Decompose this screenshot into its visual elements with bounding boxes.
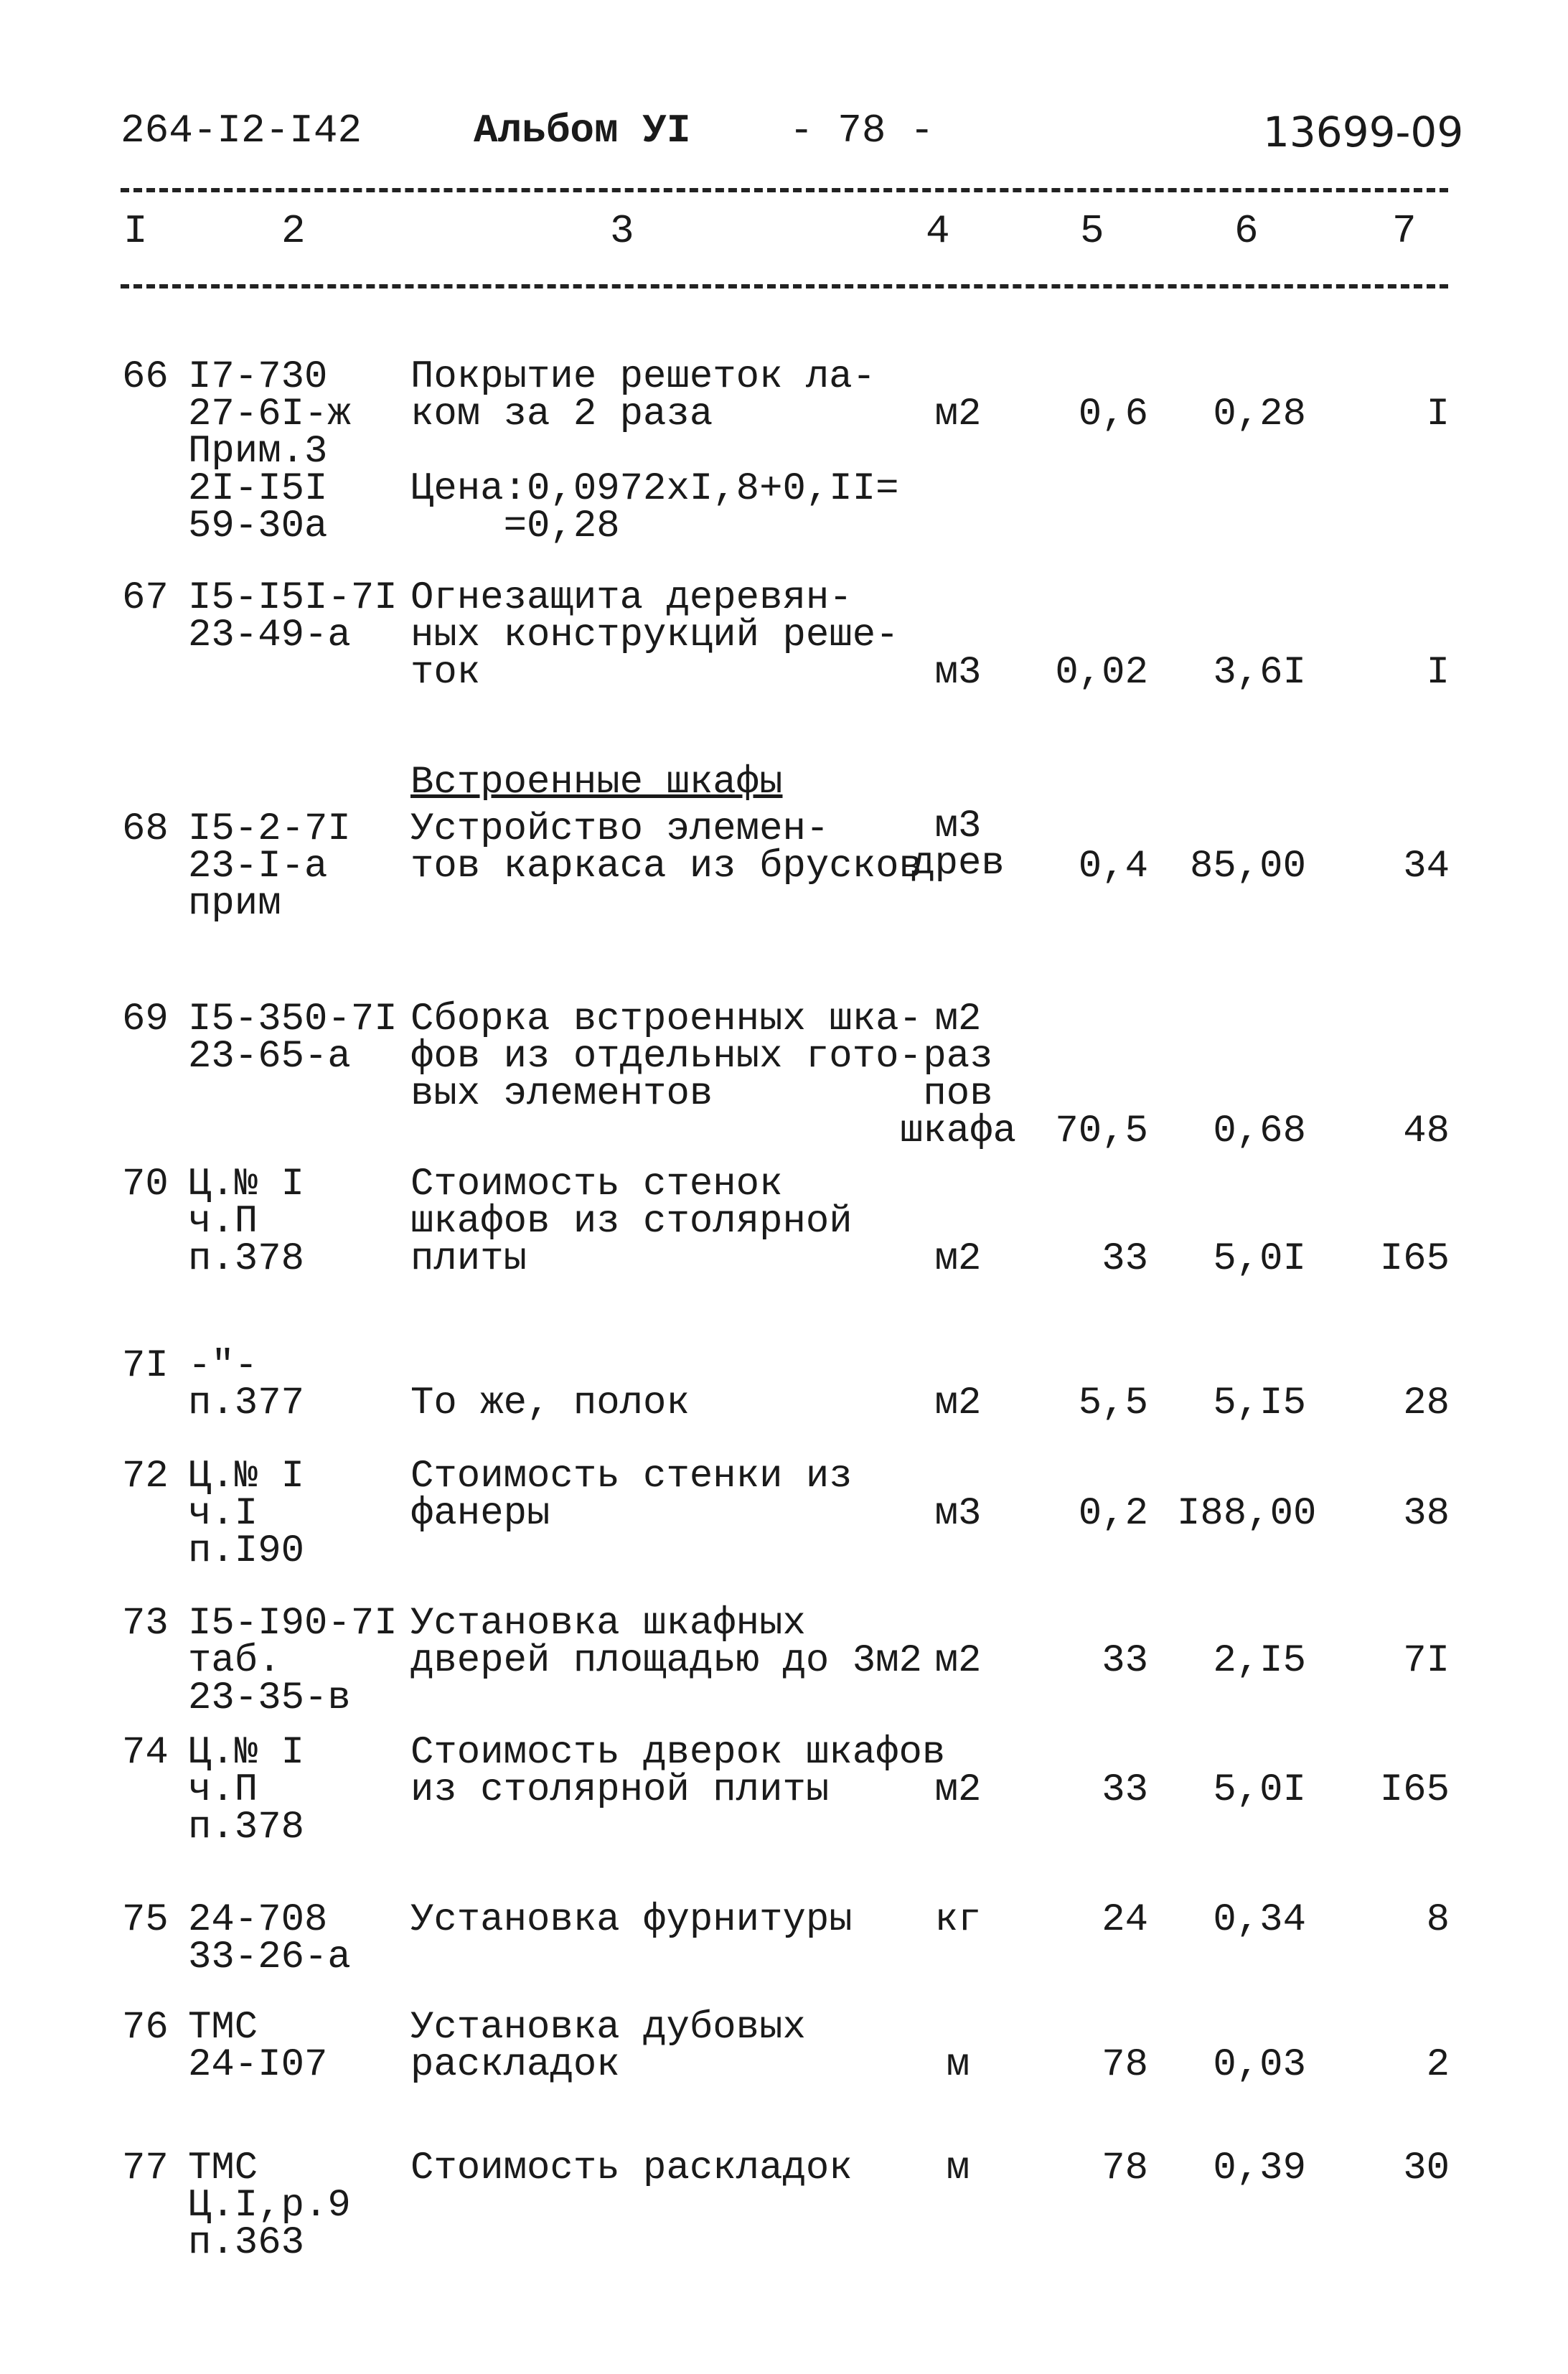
norm-code-line: I5-I90-7I bbox=[188, 1602, 398, 1646]
row-number: 76 bbox=[122, 2006, 169, 2050]
work-description-line: фанеры bbox=[410, 1492, 550, 1536]
total-cost: 2 bbox=[1426, 2043, 1450, 2087]
norm-code-line: 24-I07 bbox=[188, 2043, 328, 2087]
norm-code-line: 27-6I-ж bbox=[188, 393, 351, 436]
quantity: 33 bbox=[1102, 1639, 1148, 1683]
quantity: 0,6 bbox=[1078, 393, 1148, 436]
unit-price: 2,I5 bbox=[1213, 1639, 1306, 1683]
quantity: 33 bbox=[1102, 1768, 1148, 1812]
unit-of-measure bbox=[897, 1605, 1019, 1683]
unit-price: 0,39 bbox=[1213, 2147, 1306, 2190]
quantity: 78 bbox=[1102, 2043, 1148, 2087]
row-number: 74 bbox=[122, 1731, 169, 1775]
norm-code-line: прим bbox=[188, 882, 281, 926]
unit-of-measure-line bbox=[897, 2009, 1019, 2047]
unit-of-measure-line: древ bbox=[911, 842, 1005, 886]
unit-of-measure-line: м2 bbox=[934, 1381, 982, 1425]
norm-code-line: 23-I-а bbox=[188, 845, 328, 888]
work-description-line: дверей площадью до 3м2 bbox=[410, 1639, 922, 1683]
total-cost: 30 bbox=[1403, 2147, 1450, 2190]
quantity: 0,02 bbox=[1055, 651, 1148, 695]
work-description-line: шкафов из столярной bbox=[410, 1200, 853, 1244]
work-description bbox=[410, 2147, 853, 2190]
handwritten-stamp: 13699-09 bbox=[1263, 108, 1464, 156]
norm-code-line: I5-2-7I bbox=[188, 807, 351, 851]
unit-of-measure bbox=[897, 998, 1019, 1153]
norm-code bbox=[188, 998, 398, 1079]
quantity: 24 bbox=[1102, 1898, 1148, 1942]
norm-code bbox=[188, 576, 398, 657]
work-description-line: Устройство элемен- bbox=[410, 807, 830, 851]
col-head-5: 5 bbox=[1080, 208, 1104, 254]
row-number: 69 bbox=[122, 998, 169, 1041]
work-description-line: Стоимость раскладок bbox=[410, 2147, 853, 2190]
work-description bbox=[410, 1731, 946, 1812]
unit-price: 3,6I bbox=[1213, 651, 1306, 695]
total-cost: 7I bbox=[1403, 1639, 1450, 1683]
work-description-line: Установка шкафных bbox=[410, 1602, 806, 1646]
norm-code bbox=[188, 1898, 351, 1979]
work-description-line: Покрытие решеток ла- bbox=[410, 355, 876, 399]
unit-price: 85,00 bbox=[1189, 845, 1306, 888]
unit-of-measure bbox=[897, 1735, 1019, 1812]
quantity: 5,5 bbox=[1078, 1381, 1148, 1425]
quantity: 0,2 bbox=[1078, 1492, 1148, 1536]
work-description-line: тов каркаса из брусков bbox=[410, 845, 922, 888]
norm-code-line: ч.П bbox=[188, 1768, 258, 1812]
unit-of-measure bbox=[897, 1348, 1019, 1425]
norm-code-line: 33-26-а bbox=[188, 1936, 351, 1979]
work-description-line: Стоимость стенки из bbox=[410, 1455, 853, 1498]
header-divider-top bbox=[121, 188, 1448, 192]
norm-code-line: таб. bbox=[188, 1639, 281, 1683]
col-head-1: I bbox=[123, 208, 148, 254]
work-description-line: из столярной плиты bbox=[410, 1768, 830, 1812]
unit-of-measure-line: м2 bbox=[934, 1768, 982, 1812]
norm-code-line: 24-708 bbox=[188, 1898, 328, 1942]
norm-code bbox=[188, 1163, 305, 1281]
unit-of-measure-line: кг bbox=[934, 1898, 982, 1942]
unit-price: 5,I5 bbox=[1213, 1381, 1306, 1425]
total-cost: 8 bbox=[1426, 1898, 1450, 1942]
row-number: 70 bbox=[122, 1163, 169, 1206]
row-number: 67 bbox=[122, 576, 169, 620]
header-divider-bottom bbox=[121, 284, 1448, 288]
work-description-line bbox=[410, 433, 899, 471]
norm-code-line: п.378 bbox=[188, 1806, 305, 1849]
norm-code-line: 23-49-а bbox=[188, 614, 351, 657]
unit-of-measure-line bbox=[897, 359, 1019, 396]
unit-of-measure-line bbox=[897, 1204, 1019, 1241]
work-description-line: Сборка встроенных шка- bbox=[410, 998, 922, 1041]
norm-code-line: 59-30a bbox=[188, 505, 328, 548]
row-number: 66 bbox=[122, 355, 169, 399]
work-description-line: раскладок bbox=[410, 2043, 620, 2087]
norm-code bbox=[188, 807, 351, 926]
unit-of-measure bbox=[897, 2147, 1019, 2190]
col-head-2: 2 bbox=[281, 208, 306, 254]
norm-code-line: п.363 bbox=[188, 2221, 305, 2265]
work-description-line: ных конструкций реше- bbox=[410, 614, 899, 657]
norm-code bbox=[188, 1455, 305, 1573]
unit-of-measure bbox=[897, 1898, 1019, 1942]
album-label: Альбом УI bbox=[474, 108, 691, 154]
unit-of-measure bbox=[897, 1166, 1019, 1281]
norm-code-line: 23-65-а bbox=[188, 1035, 351, 1079]
unit-of-measure-line: м3 bbox=[934, 804, 982, 848]
norm-code bbox=[188, 1344, 305, 1425]
total-cost: I bbox=[1426, 651, 1450, 695]
unit-of-measure-line: м2 bbox=[934, 998, 982, 1041]
unit-of-measure-line bbox=[897, 617, 1019, 655]
norm-code bbox=[188, 1602, 398, 1720]
unit-of-measure-line bbox=[897, 1348, 1019, 1385]
total-cost: I65 bbox=[1379, 1237, 1450, 1281]
work-description-line: Установка фурнитуры bbox=[410, 1898, 853, 1942]
work-description bbox=[410, 1602, 922, 1683]
page-number: - 78 - bbox=[789, 108, 934, 154]
work-description bbox=[410, 1163, 853, 1281]
work-description-line: =0,28 bbox=[410, 505, 620, 548]
unit-of-measure-line bbox=[897, 580, 1019, 617]
col-head-7: 7 bbox=[1392, 208, 1417, 254]
section-title: Встроенные шкафы bbox=[410, 761, 783, 804]
norm-code-line: I5-350-7I bbox=[188, 998, 398, 1041]
unit-price: 0,28 bbox=[1213, 393, 1306, 436]
work-description bbox=[410, 355, 899, 548]
work-description-line: ток bbox=[410, 651, 481, 695]
col-head-3: 3 bbox=[610, 208, 634, 254]
total-cost: I bbox=[1426, 393, 1450, 436]
total-cost: I65 bbox=[1379, 1768, 1450, 1812]
unit-of-measure-line bbox=[897, 1458, 1019, 1496]
work-description-line bbox=[410, 1348, 690, 1385]
unit-of-measure-line: пов bbox=[923, 1072, 993, 1116]
norm-code-line: ТМС bbox=[188, 2006, 258, 2050]
norm-code-line: I5-I5I-7I bbox=[188, 576, 398, 620]
row-number: 77 bbox=[122, 2147, 169, 2190]
norm-code bbox=[188, 2147, 351, 2265]
unit-of-measure-line: м2 bbox=[934, 1639, 982, 1683]
norm-code-line: ТМС bbox=[188, 2147, 258, 2190]
unit-of-measure-line bbox=[897, 1735, 1019, 1772]
row-number: 7I bbox=[122, 1344, 169, 1388]
unit-of-measure-line: м bbox=[946, 2043, 970, 2087]
work-description bbox=[410, 2006, 806, 2087]
unit-price: 0,34 bbox=[1213, 1898, 1306, 1942]
unit-of-measure-line: м3 bbox=[934, 651, 982, 695]
work-description-line: ком за 2 раза bbox=[410, 393, 713, 436]
work-description bbox=[410, 1898, 853, 1942]
work-description-line: То же, полок bbox=[410, 1381, 690, 1425]
unit-of-measure-line: шкафа bbox=[899, 1109, 1017, 1153]
work-description-line: Установка дубовых bbox=[410, 2006, 806, 2050]
norm-code-line: Ц.№ I bbox=[188, 1455, 305, 1498]
norm-code bbox=[188, 2006, 328, 2087]
norm-code-line: п.378 bbox=[188, 1237, 305, 1281]
norm-code-line: ч.П bbox=[188, 1200, 258, 1244]
total-cost: 34 bbox=[1403, 845, 1450, 888]
work-description-line: Стоимость дверок шкафов bbox=[410, 1731, 946, 1775]
unit-price: 0,03 bbox=[1213, 2043, 1306, 2087]
unit-of-measure bbox=[897, 804, 1019, 886]
unit-price: I88,00 bbox=[1177, 1492, 1317, 1536]
unit-of-measure-line: м2 bbox=[934, 1237, 982, 1281]
work-description bbox=[410, 807, 922, 888]
total-cost: 48 bbox=[1403, 1109, 1450, 1153]
work-description-line: Цена:0,0972хI,8+0,II= bbox=[410, 467, 899, 511]
norm-code-line: I7-730 bbox=[188, 355, 328, 399]
norm-code bbox=[188, 1731, 305, 1849]
norm-code-line: Прим.3 bbox=[188, 430, 328, 474]
work-description-line: плиты bbox=[410, 1237, 527, 1281]
unit-of-measure-line: м2 bbox=[934, 393, 982, 436]
unit-price: 0,68 bbox=[1213, 1109, 1306, 1153]
row-number: 73 bbox=[122, 1602, 169, 1646]
norm-code-line: -"- bbox=[188, 1344, 258, 1388]
unit-price: 5,0I bbox=[1213, 1237, 1306, 1281]
work-description-line: фов из отдельных гото- bbox=[410, 1035, 922, 1079]
unit-of-measure-line bbox=[897, 1166, 1019, 1204]
quantity: 0,4 bbox=[1078, 845, 1148, 888]
norm-code-line: Ц.I,р.9 bbox=[188, 2184, 351, 2228]
norm-code-line: Ц.№ I bbox=[188, 1731, 305, 1775]
total-cost: 28 bbox=[1403, 1381, 1450, 1425]
norm-code-line: 23-35-в bbox=[188, 1676, 351, 1720]
total-cost: 38 bbox=[1403, 1492, 1450, 1536]
unit-of-measure-line: м bbox=[946, 2147, 970, 2190]
norm-code-line: п.I90 bbox=[188, 1529, 305, 1573]
unit-of-measure bbox=[897, 359, 1019, 436]
unit-of-measure bbox=[897, 1458, 1019, 1536]
doc-code: 264-I2-I42 bbox=[121, 108, 362, 154]
unit-of-measure bbox=[897, 580, 1019, 695]
work-description-line: вых элементов bbox=[410, 1072, 713, 1116]
norm-code-line: ч.I bbox=[188, 1492, 258, 1536]
unit-of-measure bbox=[897, 2009, 1019, 2087]
row-number: 75 bbox=[122, 1898, 169, 1942]
norm-code-line: 2I-I5I bbox=[188, 467, 328, 511]
work-description bbox=[410, 1348, 690, 1425]
norm-code-line: п.377 bbox=[188, 1381, 305, 1425]
quantity: 70,5 bbox=[1055, 1109, 1148, 1153]
norm-code bbox=[188, 355, 351, 548]
row-number: 72 bbox=[122, 1455, 169, 1498]
work-description bbox=[410, 576, 899, 695]
work-description-line: Огнезащита деревян- bbox=[410, 576, 853, 620]
norm-code-line: Ц.№ I bbox=[188, 1163, 305, 1206]
work-description-line: Стоимость стенок bbox=[410, 1163, 783, 1206]
work-description bbox=[410, 1455, 853, 1536]
quantity: 33 bbox=[1102, 1237, 1148, 1281]
unit-of-measure-line bbox=[897, 1605, 1019, 1643]
quantity: 78 bbox=[1102, 2147, 1148, 2190]
unit-of-measure-line: м3 bbox=[934, 1492, 982, 1536]
col-head-4: 4 bbox=[926, 208, 950, 254]
row-number: 68 bbox=[122, 807, 169, 851]
work-description bbox=[410, 998, 922, 1116]
unit-price: 5,0I bbox=[1213, 1768, 1306, 1812]
col-head-6: 6 bbox=[1234, 208, 1259, 254]
unit-of-measure-line: раз bbox=[923, 1035, 993, 1079]
